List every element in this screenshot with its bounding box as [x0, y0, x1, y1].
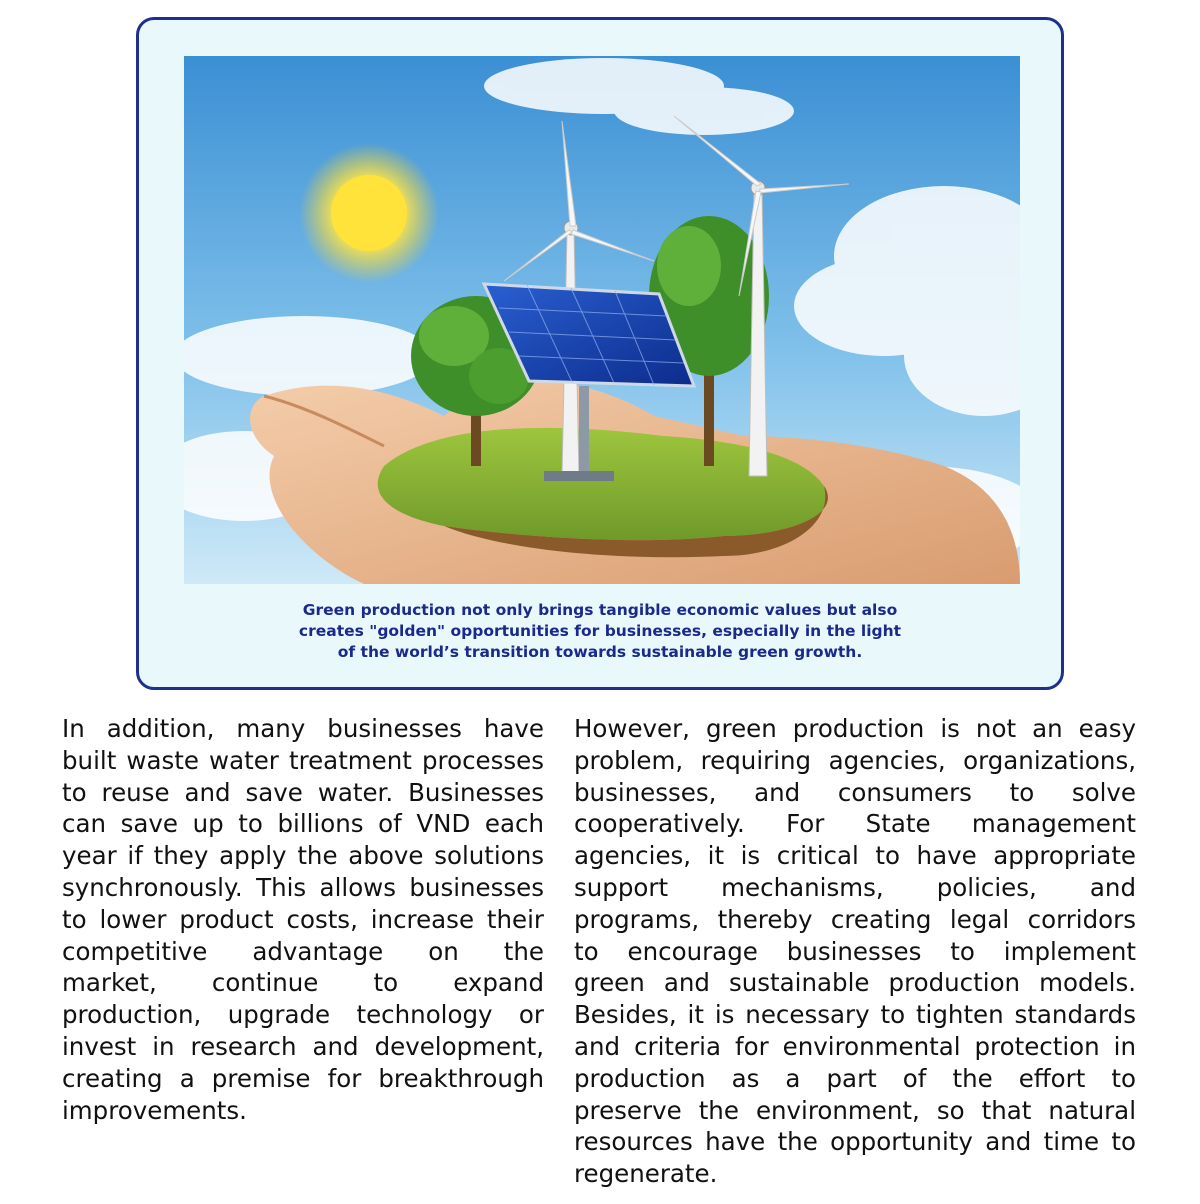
text-line: to lower product costs, increase their: [62, 904, 544, 934]
caption-line: of the world’s transition towards sustainable green growth.: [337, 643, 863, 661]
text-line: to reuse and save water. Businesses: [62, 777, 544, 807]
right-column-text: [574, 713, 1136, 1190]
text-line: However, green production is not an easy: [574, 714, 1136, 743]
text-line: built waste water treatment processes: [62, 745, 544, 775]
text-line: green and sustainable production models.: [574, 968, 1136, 998]
text-line: improvements.: [62, 1095, 247, 1125]
text-line: businesses, and consumers to solve: [574, 777, 1136, 807]
text-line: production, upgrade technology or: [62, 1000, 544, 1030]
text-line: can save up to billions of VND each: [62, 809, 544, 839]
text-line: support mechanisms, policies, and: [574, 872, 1136, 902]
green-energy-photo: [184, 56, 1020, 584]
text-line: year if they apply the above solutions: [62, 841, 544, 871]
text-line: preserve the environment, so that natural: [574, 1095, 1136, 1125]
text-line: synchronously. This allows businesses: [62, 872, 544, 902]
text-line: In addition, many businesses have: [62, 714, 544, 743]
figure-caption: [159, 600, 1041, 663]
text-line: production as a part of the effort to: [574, 1063, 1136, 1093]
text-line: problem, requiring agencies, organizations,: [574, 745, 1136, 775]
text-line: market, continue to expand: [62, 968, 544, 998]
text-line: resources have the opportunity and time to: [574, 1127, 1136, 1157]
text-line: and criteria for environmental protection in: [574, 1031, 1136, 1061]
text-line: creating a premise for breakthrough: [62, 1063, 544, 1093]
text-line: agencies, it is critical to have appropriate: [574, 841, 1136, 871]
text-line: invest in research and development,: [62, 1031, 544, 1061]
figure-box: [136, 17, 1064, 690]
caption-line: Green production not only brings tangible economic values but also: [302, 601, 898, 619]
caption-line: creates "golden" opportunities for businesses, especially in the light: [298, 622, 902, 640]
text-line: Besides, it is necessary to tighten standards: [574, 1000, 1136, 1030]
text-line: cooperatively. For State management: [574, 809, 1136, 839]
text-line: competitive advantage on the: [62, 936, 544, 966]
left-column-text: [62, 713, 544, 1126]
text-line: regenerate.: [574, 1159, 718, 1189]
text-line: to encourage businesses to implement: [574, 936, 1136, 966]
text-line: programs, thereby creating legal corridors: [574, 904, 1136, 934]
